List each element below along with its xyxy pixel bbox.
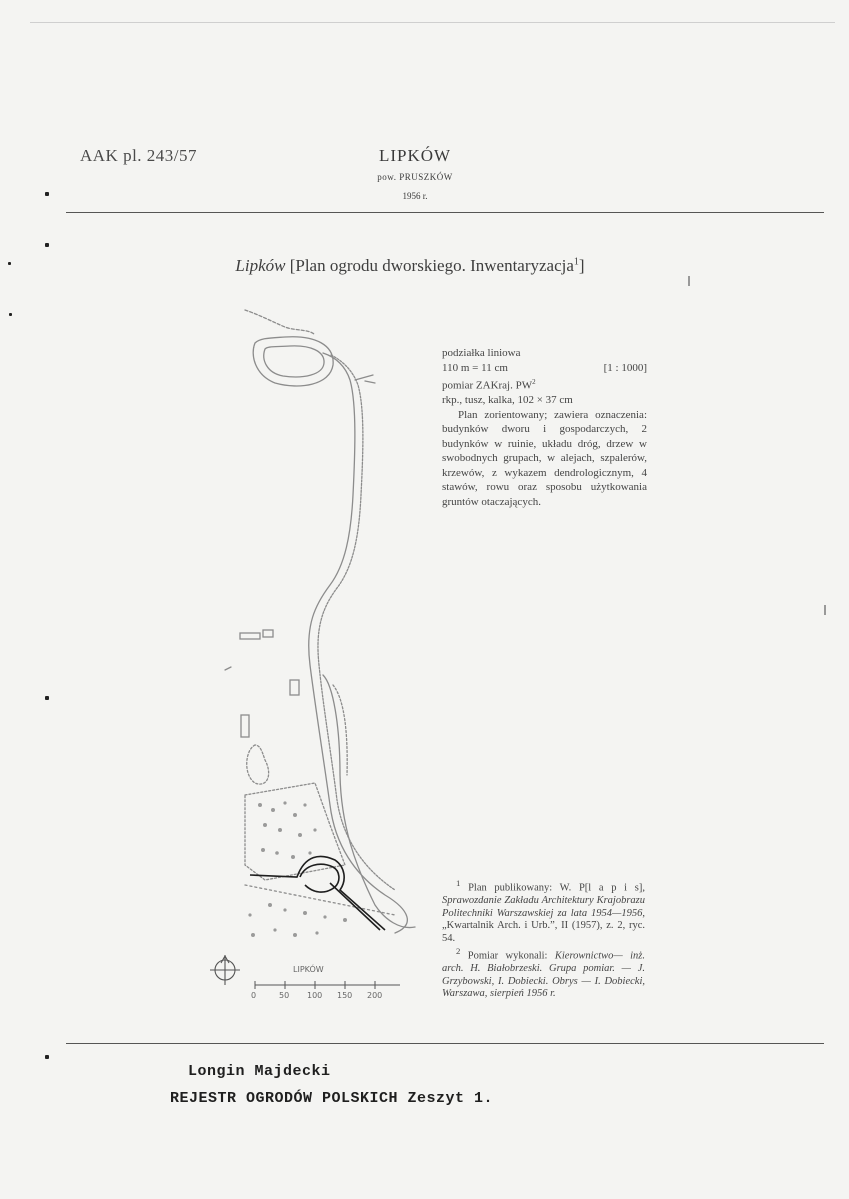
scale-value: 110 m = 11 cm bbox=[442, 361, 508, 374]
scale-tick: 50 bbox=[279, 991, 290, 1000]
district-name: pow. PRUSZKÓW bbox=[377, 172, 453, 182]
medium-line: rkp., tusz, kalka, 102 × 37 cm bbox=[442, 394, 573, 407]
measure-text: pomiar ZAKraj. PW bbox=[442, 379, 533, 392]
archive-reference: AAK pl. 243/57 bbox=[80, 146, 198, 165]
footnote-1-source: , „Kwartalnik Arch. i Urb.”, II (1957), z. 2, ryc. 54. bbox=[442, 907, 645, 944]
footnote-1-title: Sprawozdanie Zakładu Architektury Krajobrazu Politechniki Warszawskiej za lata 1954—1956 bbox=[442, 895, 645, 919]
scale-tick: 150 bbox=[337, 991, 353, 1000]
margin-mark bbox=[824, 605, 826, 615]
margin-mark bbox=[45, 696, 49, 700]
footnote-1-lead: Plan publikowany: W. P[l a p i s], bbox=[468, 882, 646, 894]
place-name: LIPKÓW bbox=[378, 146, 452, 165]
header-year: 1956 r. bbox=[402, 191, 428, 201]
description-body: Plan zorientowany; zawiera oznaczenia: budynków dworu i gospodarczych, 2 budynków w ruinie, układu dróg, drzew w swobodnych grupach, w alejach, szpalerów, krzewów, z wykazem dendrologicznym, 4 stawów, rowu oraz sposobu użytkowania gruntów otaczających. bbox=[442, 408, 647, 508]
margin-mark bbox=[688, 276, 690, 286]
footnote-1-number: 1 bbox=[456, 878, 461, 888]
plan-title-close: ] bbox=[578, 256, 585, 275]
plan-description bbox=[442, 346, 647, 509]
map-scale-caption: LIPKÓW bbox=[293, 965, 324, 974]
footnotes bbox=[442, 877, 645, 1001]
measure-line bbox=[442, 375, 647, 393]
scale-tick: 0 bbox=[251, 991, 257, 1000]
series-typed: REJESTR OGRODÓW POLSKICH Zeszyt 1. bbox=[170, 1090, 494, 1107]
plan-title-footnote-ref: 1 bbox=[573, 256, 579, 268]
footnote-2 bbox=[442, 945, 645, 1001]
scale-line bbox=[442, 361, 647, 376]
margin-mark bbox=[9, 313, 12, 316]
margin-mark bbox=[45, 1055, 49, 1059]
garden-plan-map bbox=[205, 305, 430, 1005]
scale-tick: 100 bbox=[307, 991, 323, 1000]
author-typed: Longin Majdecki bbox=[188, 1063, 331, 1080]
plan-title-text: [Plan ogrodu dworskiego. Inwentaryzacja bbox=[289, 256, 574, 275]
margin-mark bbox=[45, 243, 49, 247]
measure-footnote-ref: 2 bbox=[532, 378, 536, 386]
margin-mark bbox=[45, 192, 49, 196]
footnote-2-number: 2 bbox=[456, 946, 461, 956]
header-rule bbox=[66, 212, 824, 213]
footnote-2-credits: Kierownictwo— inż. arch. H. Białobrzeski. Grupa pomiar. — J. Grzybowski, I. Dobiecki. Obrys — I. Dobiecki, Warszawa, sierpień 1956 r. bbox=[442, 950, 646, 999]
footnote-1 bbox=[442, 877, 645, 945]
footer-rule bbox=[66, 1043, 824, 1044]
plan-title-place: Lipków bbox=[235, 256, 286, 275]
scale-tick: 200 bbox=[367, 991, 383, 1000]
scale-label: podziałka liniowa bbox=[442, 347, 521, 359]
plan-title bbox=[0, 256, 820, 276]
scale-ratio: [1 : 1000] bbox=[603, 361, 647, 374]
footnote-2-lead: Pomiar wykonali: bbox=[467, 950, 555, 962]
